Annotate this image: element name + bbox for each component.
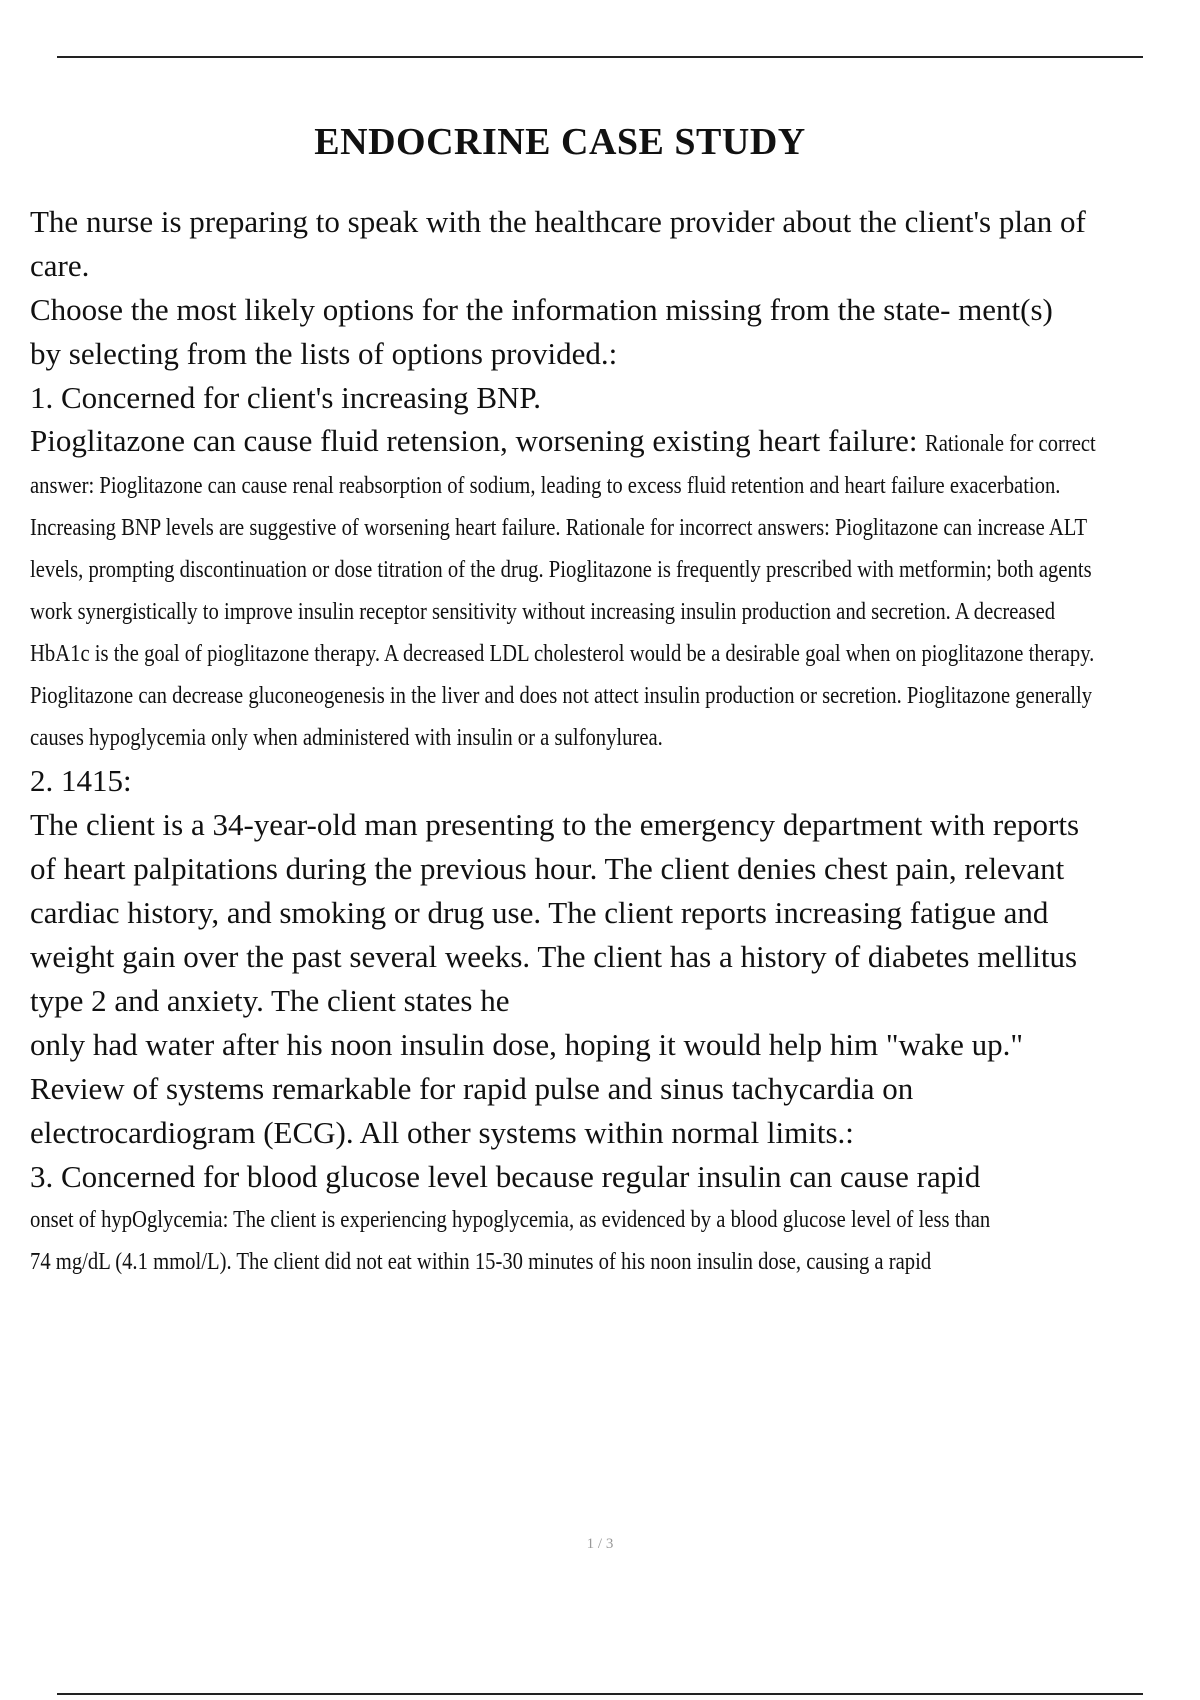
case-line: Review of systems remarkable for rapid pulse and sinus tachycardia on [30, 1071, 914, 1106]
rationale-line: work synergistically to improve insulin receptor sensitivity without increasing insulin production and secretion. A decreased [30, 599, 1056, 625]
item2-heading: 2. 1415: [30, 763, 132, 798]
item2-case [30, 803, 1190, 1155]
rationale-line: answer: Pioglitazone can cause renal reabsorption of sodium, leading to excess fluid retention and heart failure exacerbation. [30, 473, 1061, 499]
item1-rationale [30, 465, 1190, 759]
item3-heading: 3. Concerned for blood glucose level because regular insulin can cause rapid [30, 1159, 981, 1194]
intro-line: care. [30, 248, 90, 283]
intro-line: Choose the most likely options for the information missing from the state- ment(s) [30, 292, 1053, 327]
rationale-line: 74 mg/dL (4.1 mmol/L). The client did not eat within 15-30 minutes of his noon insulin dose, causing a rapid [30, 1249, 932, 1275]
item1-answer-line [30, 420, 1190, 465]
case-line: electrocardiogram (ECG). All other systems within normal limits.: [30, 1115, 854, 1150]
rationale-line: HbA1c is the goal of pioglitazone therapy. A decreased LDL cholesterol would be a desirable goal when on pioglitazone therapy. [30, 641, 1095, 667]
intro-line: by selecting from the lists of options provided.: [30, 336, 618, 371]
item1-rationale-start: Rationale for correct [925, 431, 1097, 457]
bottom-rule [57, 1693, 1143, 1695]
item1-heading: 1. Concerned for client's increasing BNP. [30, 380, 541, 415]
case-line: cardiac history, and smoking or drug use. The client reports increasing fatigue and [30, 895, 1049, 930]
page-number: 1 / 3 [586, 1536, 614, 1552]
document-body [30, 200, 1190, 1283]
rationale-line: onset of hypOglycemia: The client is experiencing hypoglycemia, as evidenced by a blood glucose level of less than [30, 1207, 991, 1233]
item1-answer: Pioglitazone can cause fluid retension, worsening existing heart failure: [30, 423, 918, 458]
case-line: weight gain over the past several weeks. The client has a history of diabetes mellitus [30, 939, 1078, 974]
case-line: The client is a 34-year-old man presenting to the emergency department with reports [30, 807, 1080, 842]
case-line: of heart palpitations during the previous hour. The client denies chest pain, relevant [30, 851, 1065, 886]
case-line: only had water after his noon insulin dose, hoping it would help him "wake up." [30, 1027, 1024, 1062]
rationale-line: Increasing BNP levels are suggestive of worsening heart failure. Rationale for incorrect answers: Pioglitazone can increase ALT [30, 515, 1088, 541]
item3-rationale [30, 1199, 1190, 1283]
rationale-line: causes hypoglycemia only when administered with insulin or a sulfonylurea. [30, 725, 663, 751]
rationale-line: levels, prompting discontinuation or dose titration of the drug. Pioglitazone is frequently prescribed with metformin; both agents [30, 557, 1092, 583]
top-rule [57, 56, 1143, 58]
rationale-line: Pioglitazone can decrease gluconeogenesis in the liver and does not attect insulin production or secretion. Pioglitazone generally [30, 683, 1093, 709]
intro-line: The nurse is preparing to speak with the healthcare provider about the client's plan of [30, 204, 1086, 239]
case-line: type 2 and anxiety. The client states he [30, 983, 510, 1018]
document-title: ENDOCRINE CASE STUDY [314, 121, 806, 163]
